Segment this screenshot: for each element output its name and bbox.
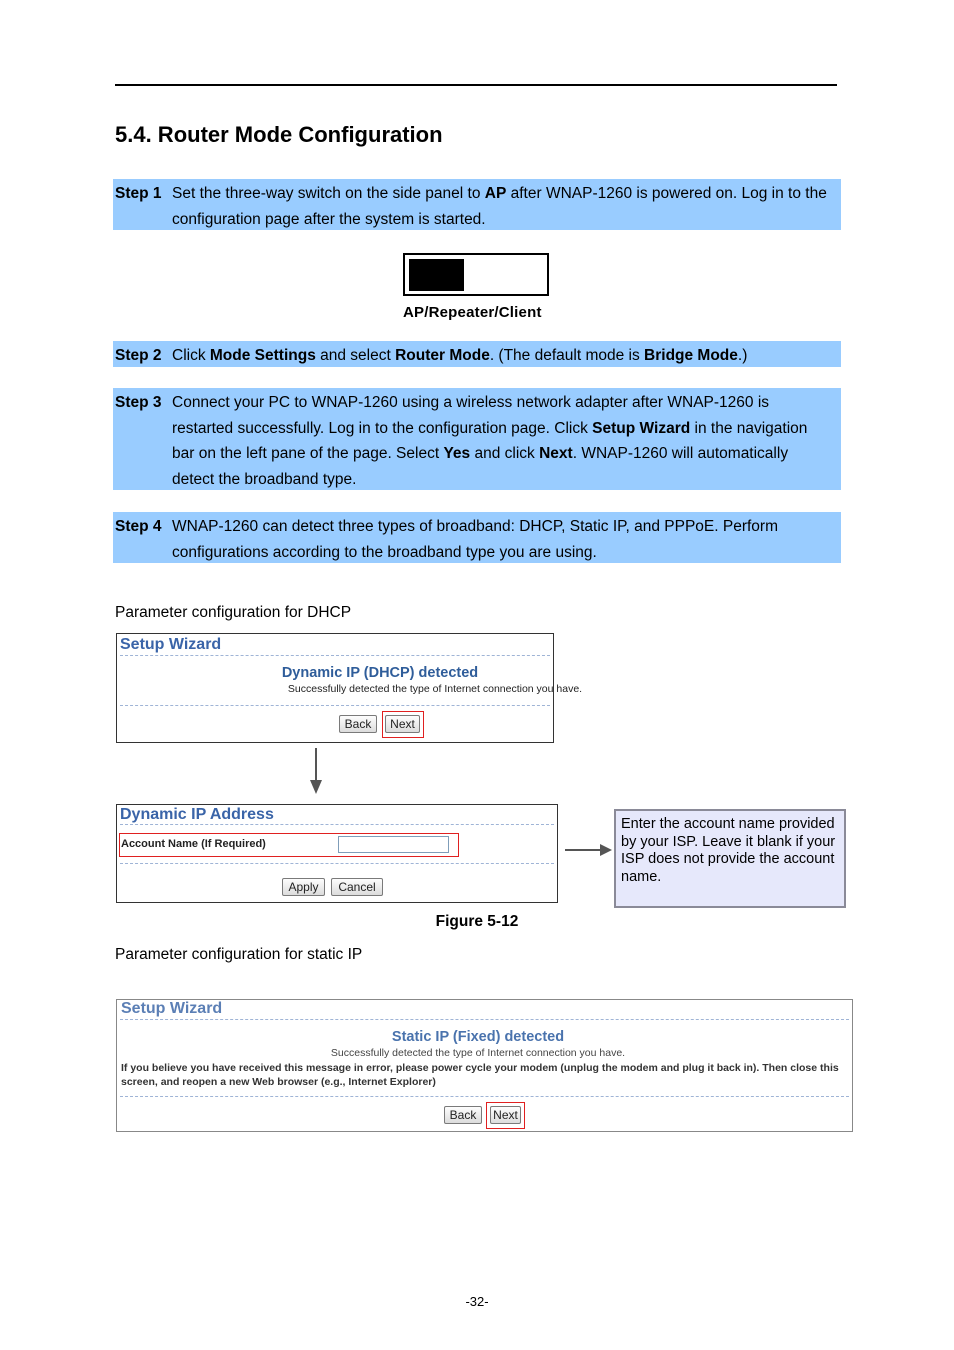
apply-button[interactable]: Apply xyxy=(282,878,325,896)
divider xyxy=(120,824,554,825)
step-text xyxy=(172,514,833,565)
step-text-bold: Bridge Mode xyxy=(644,347,738,364)
panel-title: Setup Wizard xyxy=(121,1000,223,1017)
static-setup-wizard-panel xyxy=(116,999,853,1132)
step-text-run: Set the three-way switch on the side panel to xyxy=(172,185,485,202)
step-label: Step 4 xyxy=(115,518,162,535)
step-text-run: in the navigation bar on the left pane of the page. Select xyxy=(172,419,808,462)
step-text-bold: Yes xyxy=(443,445,471,462)
step-text-bold: AP xyxy=(484,185,507,202)
step-text xyxy=(172,181,833,232)
down-arrow-head xyxy=(310,780,322,794)
step-text-run: after WNAP-1260 is powered on. Log in to the configuration page after the system is started. xyxy=(172,185,827,228)
step-text-run: .) xyxy=(737,347,748,364)
switch-label: AP/Repeater/Client xyxy=(403,304,542,321)
cancel-button[interactable]: Cancel xyxy=(331,878,383,896)
account-name-label: Account Name (If Required) xyxy=(121,838,266,850)
step-2 xyxy=(113,341,841,367)
step-text-run: and click xyxy=(470,445,540,462)
detected-message: Successfully detected the type of Internet connection you have. xyxy=(330,1047,626,1059)
divider xyxy=(120,863,554,864)
page-number: -32- xyxy=(465,1294,489,1309)
step-text-run: Connect your PC to WNAP-1260 using a wireless network adapter after WNAP-1260 is restarted successfully. Log in to the configuration page. Click xyxy=(172,394,770,437)
detected-message: Successfully detected the type of Internet connection you have. xyxy=(287,683,583,695)
step-label: Step 1 xyxy=(115,185,162,202)
divider xyxy=(120,1019,849,1020)
step-text-run: and select xyxy=(315,347,396,364)
panel-title: Dynamic IP Address xyxy=(120,806,274,823)
section-heading: 5.4. Router Mode Configuration xyxy=(115,122,443,147)
back-button[interactable]: Back xyxy=(339,715,377,733)
three-way-switch xyxy=(403,253,549,296)
dhcp-setup-wizard-panel xyxy=(116,633,583,743)
down-arrow xyxy=(315,748,317,782)
right-arrow-head xyxy=(600,844,612,856)
account-name-note: Enter the account name provided by your ISP. Leave it blank if your ISP does not provide the account name. xyxy=(614,809,846,908)
dhcp-caption: Parameter configuration for DHCP xyxy=(115,604,352,621)
detected-heading: Static IP (Fixed) detected xyxy=(391,1029,565,1045)
step-text-run: . WNAP-1260 will automatically detect the broadband type. xyxy=(172,445,789,488)
step-4 xyxy=(113,512,841,563)
step-text-run: WNAP-1260 can detect three types of broadband: DHCP, Static IP, and PPPoE. Perform configurations according to the broadband type you are using. xyxy=(172,518,778,561)
step-text-run: Click xyxy=(172,347,210,364)
switch-knob xyxy=(409,259,464,291)
warning-message: If you believe you have received this message in error, please power cycle your modem (unplug the modem and plug it back in). Then close this screen, and reopen a new Web browser (e.g., Internet Explorer) xyxy=(121,1062,839,1088)
back-button[interactable]: Back xyxy=(444,1106,482,1124)
account-name-input[interactable] xyxy=(338,836,449,853)
figure-caption: Figure 5-12 xyxy=(435,913,519,930)
next-button[interactable]: Next xyxy=(385,715,420,733)
detected-heading: Dynamic IP (DHCP) detected xyxy=(281,665,479,681)
step-text-run: . (The default mode is xyxy=(489,347,645,364)
dynamic-ip-panel xyxy=(116,804,558,903)
step-text-bold: Mode Settings xyxy=(209,347,316,364)
divider xyxy=(120,1096,849,1097)
step-text xyxy=(172,390,833,492)
step-1 xyxy=(113,179,841,230)
step-3 xyxy=(113,388,841,490)
divider xyxy=(120,705,550,706)
next-button[interactable]: Next xyxy=(490,1106,521,1124)
step-label: Step 2 xyxy=(115,347,162,364)
static-caption: Parameter configuration for static IP xyxy=(115,946,363,963)
header-rule xyxy=(115,84,837,86)
divider xyxy=(120,655,550,656)
right-arrow xyxy=(565,849,603,851)
panel-title: Setup Wizard xyxy=(120,636,222,653)
step-text-bold: Setup Wizard xyxy=(592,419,691,437)
step-text-bold: Next xyxy=(539,445,573,462)
step-label: Step 3 xyxy=(115,394,162,411)
step-text-bold: Router Mode xyxy=(395,347,490,364)
step-text xyxy=(172,343,833,369)
